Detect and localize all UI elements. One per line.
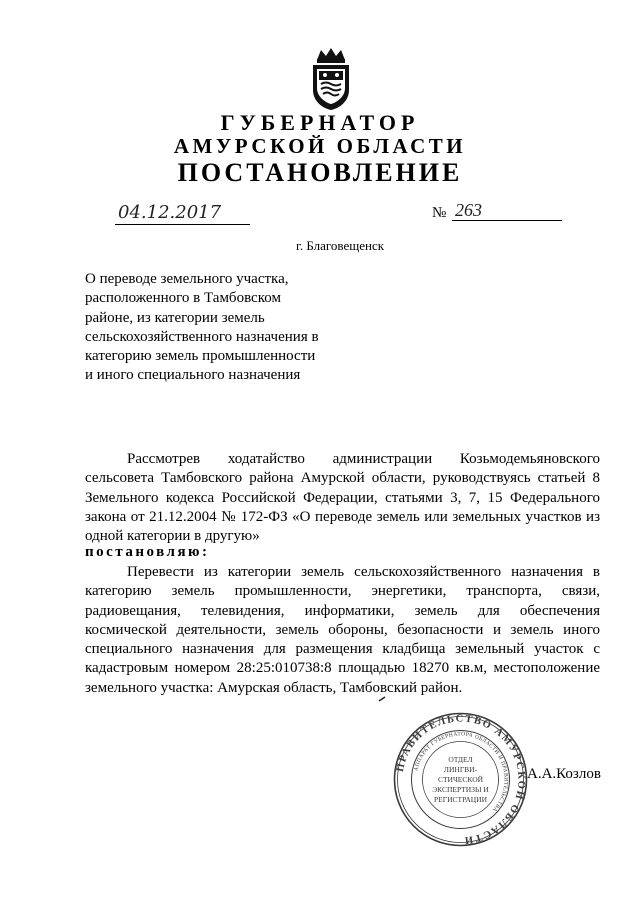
preamble-paragraph: Рассмотрев ходатайство администрации Козьмодемьяновского сельсовета Тамбовского района Амурской области, руководствуясь статьей 8 Земельного кодекса Российской Федерации, статьями 3, 7, 15 Федерального закона от 21.12.2004 № 172-ФЗ «О переводе земель или земельных участков из одной категории в другую» bbox=[85, 451, 600, 545]
document-subject: О переводе земельного участка, расположенного в Тамбовском районе, из категории земель сельскохозяйственного назначения в категорию земель промышленности и иного специального назначения bbox=[85, 271, 319, 384]
stamp-center-line: РЕГИСТРАЦИИ bbox=[434, 795, 487, 804]
decree-paragraph: Перевести из категории земель сельскохозяйственного назначения в категорию земель промышленности, энергетики, транспорта, связи, радиовещания, телевидения, информатики, земель для обеспечения космической деятельности, земель обороны, безопасности и земель иного специального назначения для размещения кладбища земельный участок с кадастровым номером 28:25:010738:8 площадью 18270 кв.м, местоположение земельного участка: Амурская область, Тамбовский район. bbox=[85, 564, 600, 696]
city-label: г. Благовещенск bbox=[295, 238, 385, 253]
stamp-center-line: СТИЧЕСКОЙ bbox=[437, 775, 484, 784]
official-stamp bbox=[393, 712, 528, 847]
signer-name: А.А.Козлов bbox=[527, 766, 601, 782]
date-underline bbox=[115, 224, 250, 225]
document-date: 04.12.2017 bbox=[118, 202, 222, 223]
stamp-outer-text: ПРАВИТЕЛЬСТВО АМУРСКОЙ ОБЛАСТИ bbox=[394, 713, 527, 846]
document-number: 263 bbox=[455, 200, 482, 220]
stamp-center-line: ЛИНГВИ- bbox=[443, 765, 478, 774]
governor-title: ГУБЕРНАТОР bbox=[220, 110, 420, 135]
decree-word: постановляю: bbox=[85, 544, 210, 560]
number-sign: № bbox=[432, 205, 447, 221]
region-title: АМУРСКОЙ ОБЛАСТИ bbox=[173, 134, 467, 158]
number-underline bbox=[452, 220, 562, 221]
stamp-center-line: ОТДЕЛ bbox=[448, 755, 473, 764]
stamp-center-line: ЭКСПЕРТИЗЫ И bbox=[432, 785, 489, 794]
coat-of-arms-icon bbox=[305, 46, 357, 112]
pen-mark-icon bbox=[378, 696, 386, 702]
document-type-title: ПОСТАНОВЛЕНИЕ bbox=[177, 158, 463, 187]
stamp-inner-text: АППАРАТ ГУБЕРНАТОРА ОБЛАСТИ И ПРАВИТЕЛЬСТВА bbox=[413, 731, 509, 813]
